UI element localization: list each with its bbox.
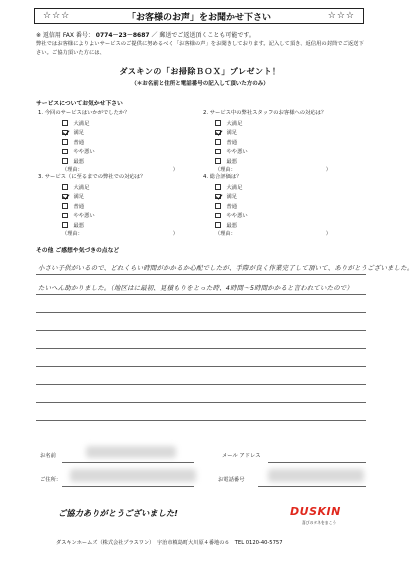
question-label: 2. サービス中の弊社スタッフのお客様への対応は？ [203, 110, 327, 116]
fax-note: ／ 郵送でご返送頂くことも可能です。 [151, 32, 255, 39]
option-row [215, 128, 368, 138]
question-label: 1. 今回のサービスはいかがでしたか？ [38, 110, 130, 116]
option-row [62, 220, 198, 230]
stars-right: ☆☆☆ [327, 11, 355, 21]
option-label: 満足 [73, 130, 85, 137]
comment-line [36, 274, 366, 275]
question-label: 3. サービス（に至るまでの弊社での対応は？ [38, 174, 146, 180]
checkbox[interactable] [215, 139, 221, 145]
duskin-logo: DUSKIN [290, 505, 341, 518]
present-title: ダスキンの「お掃除ＢＯＸ」プレゼント！ [119, 67, 281, 76]
option-label: やや悪い [73, 213, 95, 220]
survey-title: 「お客様のお声」をお聞かせ下さい [126, 12, 271, 23]
comment-line [36, 294, 366, 295]
checkbox[interactable] [215, 130, 221, 136]
checkbox[interactable] [215, 149, 221, 155]
email-label: メール アドレス [222, 453, 261, 459]
comments-heading: その他 ご感想や気づきの点など [36, 248, 120, 254]
option-list [215, 118, 368, 166]
comment-handwriting-2: たいへん助かりました。（地区はに最初、見積もりをとった時、4時間〜5時間かかると言われていたので） [38, 284, 353, 292]
checkbox[interactable] [62, 184, 68, 190]
option-label: 満足 [73, 194, 85, 201]
option-label: 満足 [226, 130, 238, 137]
option-label: 最悪 [73, 158, 85, 165]
comment-handwriting-1: 小さい子供がいるので、どれくらい時間がかかるか心配でしたが、手際が良く作業完了して頂いて、ありがとうございました。 [38, 264, 413, 272]
comment-line [36, 312, 366, 313]
option-label: 大満足 [226, 120, 243, 127]
comment-line [36, 402, 366, 403]
option-label: 大満足 [73, 184, 90, 191]
checkbox[interactable] [215, 194, 221, 200]
option-row [62, 118, 198, 128]
checkbox[interactable] [62, 222, 68, 228]
question-2 [203, 108, 368, 173]
option-label: 最悪 [73, 222, 85, 229]
checkbox[interactable] [62, 203, 68, 209]
fax-line [36, 30, 255, 39]
checkbox[interactable] [62, 139, 68, 145]
checkbox[interactable] [62, 194, 68, 200]
reason-field[interactable]: （理由： ） [215, 230, 331, 237]
intro-paragraph: 弊社ではお客様によりよいサービスのご提供に努めるべく「お客様の声」をお聞きしております。記入して頂き、返信用の封筒でご返送下さい。ご協力頂いた方には、 [36, 41, 364, 56]
question-4 [203, 172, 368, 237]
name-label: お名前 [40, 453, 56, 459]
phone-value-redacted[interactable] [268, 469, 364, 482]
option-row [215, 118, 368, 128]
option-label: 満足 [226, 194, 238, 201]
checkbox[interactable] [62, 120, 68, 126]
checkbox[interactable] [215, 184, 221, 190]
option-row [62, 128, 198, 138]
name-underline [62, 462, 194, 463]
address-label: ご住所： [40, 477, 62, 483]
reason-field[interactable]: （理由： ） [62, 230, 178, 237]
comment-line [36, 384, 366, 385]
phone-underline [258, 486, 366, 487]
question-3 [38, 172, 198, 237]
option-row [62, 201, 198, 211]
option-row [62, 192, 198, 202]
option-row [62, 156, 198, 166]
reason-field[interactable]: （理由： ） [62, 166, 178, 173]
option-label: 大満足 [73, 120, 90, 127]
fax-label: ※ 返信用 FAX 番号： [36, 32, 94, 39]
fax-number: 0774－23－8687 [95, 32, 150, 39]
option-label: 最悪 [226, 222, 238, 229]
option-label: やや悪い [226, 213, 248, 220]
option-label: 普通 [226, 203, 238, 210]
option-list [62, 118, 198, 166]
phone-label: お電話番号 [218, 477, 245, 483]
checkbox[interactable] [215, 120, 221, 126]
option-row [215, 137, 368, 147]
option-label: 大満足 [226, 184, 243, 191]
option-row [62, 147, 198, 157]
option-row [215, 147, 368, 157]
option-row [215, 211, 368, 221]
checkbox[interactable] [62, 158, 68, 164]
address-value-redacted[interactable] [70, 469, 196, 482]
option-row [215, 192, 368, 202]
checkbox[interactable] [215, 222, 221, 228]
option-row [215, 156, 368, 166]
option-list [62, 182, 198, 230]
comment-line [36, 348, 366, 349]
survey-heading: サービスについてお気かせ下さい [36, 101, 123, 107]
email-underline [268, 462, 366, 463]
option-row [215, 201, 368, 211]
comment-line [36, 330, 366, 331]
checkbox[interactable] [215, 158, 221, 164]
checkbox[interactable] [215, 203, 221, 209]
survey-title-box [34, 8, 364, 24]
option-row [62, 137, 198, 147]
option-row [62, 211, 198, 221]
checkbox[interactable] [215, 213, 221, 219]
comment-line [36, 366, 366, 367]
option-label: やや悪い [226, 149, 248, 156]
checkbox[interactable] [62, 130, 68, 136]
comment-line [36, 420, 366, 421]
option-label: 普通 [226, 139, 238, 146]
checkbox[interactable] [62, 149, 68, 155]
option-list [215, 182, 368, 230]
option-row [62, 182, 198, 192]
option-row [215, 220, 368, 230]
name-value-redacted[interactable] [86, 446, 176, 458]
present-note: （＊お名前と住所と電話番号の記入して頂いた方のみ） [131, 81, 269, 87]
address-underline [62, 486, 194, 487]
option-label: 最悪 [226, 158, 238, 165]
thanks-message: ご協力ありがとうございました! [58, 508, 178, 518]
duskin-tagline: 喜びのタネをまこう [302, 520, 337, 525]
option-label: 普通 [73, 139, 85, 146]
option-label: やや悪い [73, 149, 95, 156]
option-label: 普通 [73, 203, 85, 210]
footer-company-info: ダスキンホームズ（株式会社プラスワン） 宇治市槙島町大川原４番地の６ TEL 0120-40-5757 [56, 540, 283, 546]
reason-field[interactable]: （理由： ） [215, 166, 331, 173]
stars-left: ☆☆☆ [43, 11, 71, 21]
checkbox[interactable] [62, 213, 68, 219]
question-label: 4. 総合評価は？ [203, 174, 242, 180]
option-row [215, 182, 368, 192]
question-1 [38, 108, 198, 173]
